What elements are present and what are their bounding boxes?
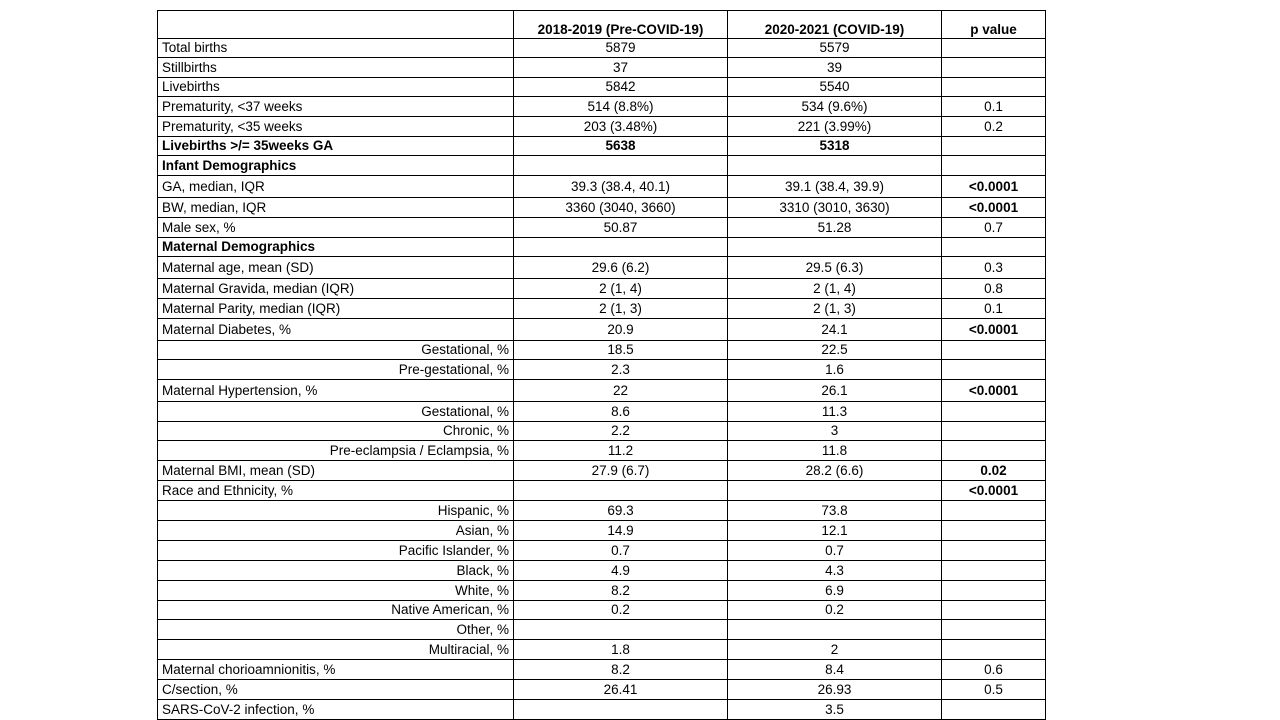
pre-covid-value: 2 (1, 3) bbox=[514, 299, 728, 319]
row-label: Other, % bbox=[158, 620, 514, 640]
row-label: Maternal Demographics bbox=[158, 238, 514, 257]
row-label: Asian, % bbox=[158, 521, 514, 541]
covid-value: 3 bbox=[728, 422, 942, 441]
table-row bbox=[158, 581, 1046, 601]
covid-value: 6.9 bbox=[728, 581, 942, 601]
pre-covid-value: 2.2 bbox=[514, 422, 728, 441]
row-label: Chronic, % bbox=[158, 422, 514, 441]
table-row bbox=[158, 299, 1046, 319]
comparison-table bbox=[157, 10, 1046, 720]
table-row bbox=[158, 97, 1046, 117]
pre-covid-value: 11.2 bbox=[514, 441, 728, 461]
p-value bbox=[942, 156, 1046, 176]
table-row bbox=[158, 156, 1046, 176]
row-label: Maternal chorioamnionitis, % bbox=[158, 660, 514, 680]
row-label: Maternal Gravida, median (IQR) bbox=[158, 279, 514, 299]
row-label: Male sex, % bbox=[158, 218, 514, 238]
covid-value bbox=[728, 238, 942, 257]
covid-value: 28.2 (6.6) bbox=[728, 461, 942, 481]
pre-covid-value: 26.41 bbox=[514, 680, 728, 700]
covid-value: 0.7 bbox=[728, 541, 942, 561]
row-label: Maternal BMI, mean (SD) bbox=[158, 461, 514, 481]
row-label: GA, median, IQR bbox=[158, 176, 514, 198]
table-row bbox=[158, 198, 1046, 218]
covid-value: 1.6 bbox=[728, 360, 942, 380]
table-row bbox=[158, 257, 1046, 279]
table-row bbox=[158, 402, 1046, 422]
row-label: SARS-CoV-2 infection, % bbox=[158, 700, 514, 720]
table-row bbox=[158, 601, 1046, 620]
p-value bbox=[942, 581, 1046, 601]
covid-value: 3.5 bbox=[728, 700, 942, 720]
pre-covid-value bbox=[514, 481, 728, 501]
p-value bbox=[942, 137, 1046, 156]
row-label: Pre-gestational, % bbox=[158, 360, 514, 380]
table-row bbox=[158, 461, 1046, 481]
row-label: Total births bbox=[158, 39, 514, 58]
covid-value: 51.28 bbox=[728, 218, 942, 238]
row-label: Maternal Hypertension, % bbox=[158, 380, 514, 402]
covid-value: 4.3 bbox=[728, 561, 942, 581]
row-label: Race and Ethnicity, % bbox=[158, 481, 514, 501]
p-value: <0.0001 bbox=[942, 481, 1046, 501]
row-label: White, % bbox=[158, 581, 514, 601]
row-label: C/section, % bbox=[158, 680, 514, 700]
header-pre-covid: 2018-2019 (Pre-COVID-19) bbox=[514, 11, 728, 39]
covid-value bbox=[728, 620, 942, 640]
p-value bbox=[942, 341, 1046, 360]
pre-covid-value: 14.9 bbox=[514, 521, 728, 541]
pre-covid-value: 2.3 bbox=[514, 360, 728, 380]
pre-covid-value bbox=[514, 156, 728, 176]
p-value bbox=[942, 601, 1046, 620]
pre-covid-value: 27.9 (6.7) bbox=[514, 461, 728, 481]
p-value: 0.5 bbox=[942, 680, 1046, 700]
table-row bbox=[158, 700, 1046, 720]
pre-covid-value: 4.9 bbox=[514, 561, 728, 581]
table-row bbox=[158, 422, 1046, 441]
covid-value: 2 bbox=[728, 640, 942, 660]
covid-value: 12.1 bbox=[728, 521, 942, 541]
p-value bbox=[942, 238, 1046, 257]
pre-covid-value: 5842 bbox=[514, 78, 728, 97]
pre-covid-value: 39.3 (38.4, 40.1) bbox=[514, 176, 728, 198]
table-row bbox=[158, 620, 1046, 640]
p-value: <0.0001 bbox=[942, 319, 1046, 341]
table-row bbox=[158, 319, 1046, 341]
table-row bbox=[158, 521, 1046, 541]
covid-value: 11.8 bbox=[728, 441, 942, 461]
covid-value: 39.1 (38.4, 39.9) bbox=[728, 176, 942, 198]
p-value bbox=[942, 620, 1046, 640]
table-row bbox=[158, 541, 1046, 561]
table-row bbox=[158, 117, 1046, 137]
covid-value: 2 (1, 3) bbox=[728, 299, 942, 319]
pre-covid-value: 8.6 bbox=[514, 402, 728, 422]
pre-covid-value: 8.2 bbox=[514, 581, 728, 601]
table-row bbox=[158, 39, 1046, 58]
p-value bbox=[942, 360, 1046, 380]
p-value bbox=[942, 521, 1046, 541]
row-label: Prematurity, <35 weeks bbox=[158, 117, 514, 137]
p-value: <0.0001 bbox=[942, 198, 1046, 218]
header-covid: 2020-2021 (COVID-19) bbox=[728, 11, 942, 39]
p-value: 0.1 bbox=[942, 299, 1046, 319]
covid-value: 5540 bbox=[728, 78, 942, 97]
table-row bbox=[158, 78, 1046, 97]
row-label: Maternal Diabetes, % bbox=[158, 319, 514, 341]
table-row bbox=[158, 561, 1046, 581]
covid-value: 5579 bbox=[728, 39, 942, 58]
header-label-cell bbox=[158, 11, 514, 39]
table-row bbox=[158, 501, 1046, 521]
p-value bbox=[942, 441, 1046, 461]
row-label: Pre-eclampsia / Eclampsia, % bbox=[158, 441, 514, 461]
pre-covid-value: 3360 (3040, 3660) bbox=[514, 198, 728, 218]
covid-value: 39 bbox=[728, 58, 942, 78]
p-value: 0.6 bbox=[942, 660, 1046, 680]
p-value bbox=[942, 501, 1046, 521]
p-value: <0.0001 bbox=[942, 380, 1046, 402]
covid-value: 29.5 (6.3) bbox=[728, 257, 942, 279]
p-value: <0.0001 bbox=[942, 176, 1046, 198]
pre-covid-value bbox=[514, 620, 728, 640]
row-label: Multiracial, % bbox=[158, 640, 514, 660]
pre-covid-value: 5879 bbox=[514, 39, 728, 58]
table-row bbox=[158, 238, 1046, 257]
covid-value: 73.8 bbox=[728, 501, 942, 521]
row-label: Stillbirths bbox=[158, 58, 514, 78]
pre-covid-value: 514 (8.8%) bbox=[514, 97, 728, 117]
table-row bbox=[158, 481, 1046, 501]
table-row bbox=[158, 360, 1046, 380]
row-label: Gestational, % bbox=[158, 402, 514, 422]
pre-covid-value: 1.8 bbox=[514, 640, 728, 660]
table-row bbox=[158, 380, 1046, 402]
p-value: 0.2 bbox=[942, 117, 1046, 137]
table-row bbox=[158, 218, 1046, 238]
covid-value: 2 (1, 4) bbox=[728, 279, 942, 299]
pre-covid-value: 20.9 bbox=[514, 319, 728, 341]
row-label: Native American, % bbox=[158, 601, 514, 620]
header-row bbox=[158, 11, 1046, 39]
covid-value: 0.2 bbox=[728, 601, 942, 620]
pre-covid-value: 8.2 bbox=[514, 660, 728, 680]
p-value bbox=[942, 78, 1046, 97]
p-value: 0.02 bbox=[942, 461, 1046, 481]
covid-value: 8.4 bbox=[728, 660, 942, 680]
pre-covid-value: 22 bbox=[514, 380, 728, 402]
row-label: Maternal age, mean (SD) bbox=[158, 257, 514, 279]
table-row bbox=[158, 176, 1046, 198]
pre-covid-value: 69.3 bbox=[514, 501, 728, 521]
pre-covid-value: 203 (3.48%) bbox=[514, 117, 728, 137]
covid-value: 5318 bbox=[728, 137, 942, 156]
table-row bbox=[158, 58, 1046, 78]
table-row bbox=[158, 441, 1046, 461]
covid-value bbox=[728, 156, 942, 176]
pre-covid-value: 50.87 bbox=[514, 218, 728, 238]
covid-value: 26.1 bbox=[728, 380, 942, 402]
covid-value: 22.5 bbox=[728, 341, 942, 360]
row-label: Livebirths bbox=[158, 78, 514, 97]
pre-covid-value: 2 (1, 4) bbox=[514, 279, 728, 299]
pre-covid-value: 37 bbox=[514, 58, 728, 78]
row-label: Black, % bbox=[158, 561, 514, 581]
p-value bbox=[942, 640, 1046, 660]
row-label: Gestational, % bbox=[158, 341, 514, 360]
covid-value: 26.93 bbox=[728, 680, 942, 700]
pre-covid-value: 0.2 bbox=[514, 601, 728, 620]
p-value bbox=[942, 58, 1046, 78]
row-label: Livebirths >/= 35weeks GA bbox=[158, 137, 514, 156]
covid-value: 221 (3.99%) bbox=[728, 117, 942, 137]
pre-covid-value: 18.5 bbox=[514, 341, 728, 360]
pre-covid-value: 0.7 bbox=[514, 541, 728, 561]
pre-covid-value: 29.6 (6.2) bbox=[514, 257, 728, 279]
covid-value: 11.3 bbox=[728, 402, 942, 422]
p-value: 0.1 bbox=[942, 97, 1046, 117]
p-value: 0.7 bbox=[942, 218, 1046, 238]
p-value bbox=[942, 561, 1046, 581]
table-row bbox=[158, 660, 1046, 680]
covid-value: 534 (9.6%) bbox=[728, 97, 942, 117]
pre-covid-value bbox=[514, 700, 728, 720]
table-row bbox=[158, 640, 1046, 660]
table-row bbox=[158, 680, 1046, 700]
table-row bbox=[158, 279, 1046, 299]
header-p-value: p value bbox=[942, 11, 1046, 39]
table-row bbox=[158, 137, 1046, 156]
covid-value bbox=[728, 481, 942, 501]
row-label: Hispanic, % bbox=[158, 501, 514, 521]
row-label: Maternal Parity, median (IQR) bbox=[158, 299, 514, 319]
row-label: BW, median, IQR bbox=[158, 198, 514, 218]
covid-value: 3310 (3010, 3630) bbox=[728, 198, 942, 218]
p-value: 0.8 bbox=[942, 279, 1046, 299]
covid-value: 24.1 bbox=[728, 319, 942, 341]
table-row bbox=[158, 341, 1046, 360]
p-value bbox=[942, 541, 1046, 561]
p-value bbox=[942, 700, 1046, 720]
pre-covid-value: 5638 bbox=[514, 137, 728, 156]
p-value bbox=[942, 422, 1046, 441]
row-label: Prematurity, <37 weeks bbox=[158, 97, 514, 117]
row-label: Infant Demographics bbox=[158, 156, 514, 176]
p-value bbox=[942, 39, 1046, 58]
p-value bbox=[942, 402, 1046, 422]
pre-covid-value bbox=[514, 238, 728, 257]
p-value: 0.3 bbox=[942, 257, 1046, 279]
row-label: Pacific Islander, % bbox=[158, 541, 514, 561]
table-body bbox=[158, 11, 1046, 720]
